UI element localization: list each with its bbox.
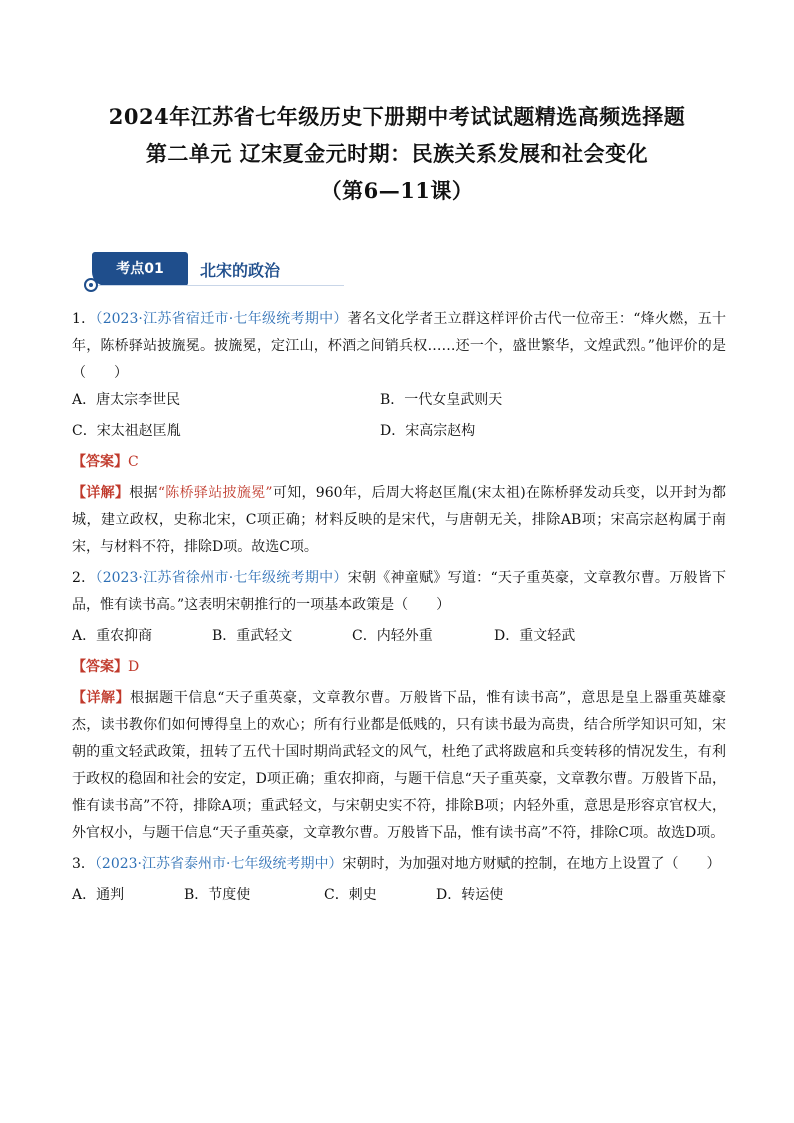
detail-text: 根据题干信息“天子重英豪，文章教尔曹。万般皆下品，惟有读书高”，意思是皇上器重英雄豪杰，读书教你们如何博得皇上的欢心；所有行业都是低贱的，只有读书最为高贵，结合所学知识可知，宋朝的重文轻武政策，扭转了五代十国时期尚武轻文的风气，杜绝了武将跋扈和兵变转移的情况发生，有利于政权的稳固和社会的安定，D项正确；重农抑商，与题干信息“天子重英豪，文章教尔曹。万般皆下品，惟有读书高”不符，排除A项；重武轻文，与宋朝史实不符，排除B项；内轻外重，意思是形容京官权大，外官权小，与题干信息“天子重英豪，文章教尔曹。万般皆下品，惟有读书高”不符，排除C项。故选D项。 bbox=[72, 690, 727, 841]
section-title: 北宋的政治 bbox=[200, 261, 281, 280]
option-c: C．内轻外重 bbox=[352, 628, 433, 644]
detail-paragraph bbox=[72, 685, 726, 847]
unit-title: 第二单元 辽宋夏金元时期：民族关系发展和社会变化 bbox=[145, 141, 649, 166]
question-source: （2023·江苏省徐州市·七年级统考期中） bbox=[95, 570, 348, 586]
detail-quote: “陈桥驿站披旒冕” bbox=[157, 485, 273, 501]
section-tag: 考点01 bbox=[92, 252, 188, 286]
answer-line bbox=[72, 449, 726, 476]
answer-value: C bbox=[128, 454, 139, 470]
option-b: B．节度使 bbox=[184, 887, 251, 903]
question-number: 1． bbox=[72, 311, 96, 327]
answer-label: 【答案】 bbox=[72, 454, 128, 470]
tag-circle-icon bbox=[84, 278, 98, 292]
option-a: A．重农抑商 bbox=[72, 628, 153, 644]
option-d: D．转运使 bbox=[436, 887, 504, 903]
question-number: 3． bbox=[72, 856, 95, 872]
option-c: C．刺史 bbox=[324, 887, 377, 903]
option-a: A．通判 bbox=[72, 887, 125, 903]
question-source: （2023·江苏省泰州市·七年级统考期中） bbox=[94, 856, 343, 872]
detail-text: 可知，960年，后周大将赵匡胤(宋太祖)在陈桥驿发动兵变，以开封为都城，建立政权，史称北宋，C项正确；材料反映的是宋代，与唐朝无关，排除AB项；宋高宗赵构属于南宋，与材料不符，排除D项。故选C项。 bbox=[72, 485, 726, 555]
detail-paragraph bbox=[72, 480, 726, 561]
option-row bbox=[72, 387, 726, 414]
option-d: D．重文轻武 bbox=[494, 628, 576, 644]
detail-label: 【详解】 bbox=[72, 690, 131, 706]
option-b: B．一代女皇武则天 bbox=[380, 392, 503, 408]
question-stem bbox=[72, 851, 726, 878]
document-title: 2024年江苏省七年级历史下册期中考试试题精选高频选择题 bbox=[108, 104, 686, 129]
option-d: D．宋高宗赵构 bbox=[380, 423, 476, 439]
question-list bbox=[72, 306, 726, 909]
option-c: C．宋太祖赵匡胤 bbox=[72, 423, 181, 439]
option-row bbox=[72, 623, 726, 650]
question-text: 宋朝时，为加强对地方财赋的控制，在地方上设置了（ ） bbox=[342, 856, 721, 872]
lesson-range: （第6—11课） bbox=[320, 178, 474, 203]
answer-line bbox=[72, 654, 726, 681]
detail-label: 【详解】 bbox=[72, 485, 130, 501]
option-a: A．唐太宗李世民 bbox=[72, 392, 181, 408]
question-text: 著名文化学者王立群这样评价古代一位帝王：“烽火燃，五十年，陈桥驿站披旒冕。披旒冕，定江山，杯酒之间销兵权……还一个，盛世繁华，文煌武烈。”他评价的是（ ） bbox=[72, 311, 727, 381]
question-stem bbox=[72, 565, 726, 619]
option-b: B．重武轻文 bbox=[212, 628, 293, 644]
question-stem bbox=[72, 306, 726, 387]
question-source: （2023·江苏省宿迁市·七年级统考期中） bbox=[95, 311, 348, 327]
answer-value: D bbox=[128, 659, 140, 675]
answer-label: 【答案】 bbox=[72, 659, 128, 675]
option-row bbox=[72, 882, 726, 909]
section-divider bbox=[98, 285, 344, 286]
section-header bbox=[84, 252, 344, 292]
title-block bbox=[0, 98, 794, 209]
option-row bbox=[72, 418, 726, 445]
question-text: 宋朝《神童赋》写道：“天子重英豪，文章教尔曹。万般皆下品，惟有读书高。”这表明宋朝推行的一项基本政策是（ ） bbox=[72, 570, 727, 613]
question-number: 2． bbox=[72, 570, 96, 586]
detail-prefix: 根据 bbox=[129, 485, 158, 501]
